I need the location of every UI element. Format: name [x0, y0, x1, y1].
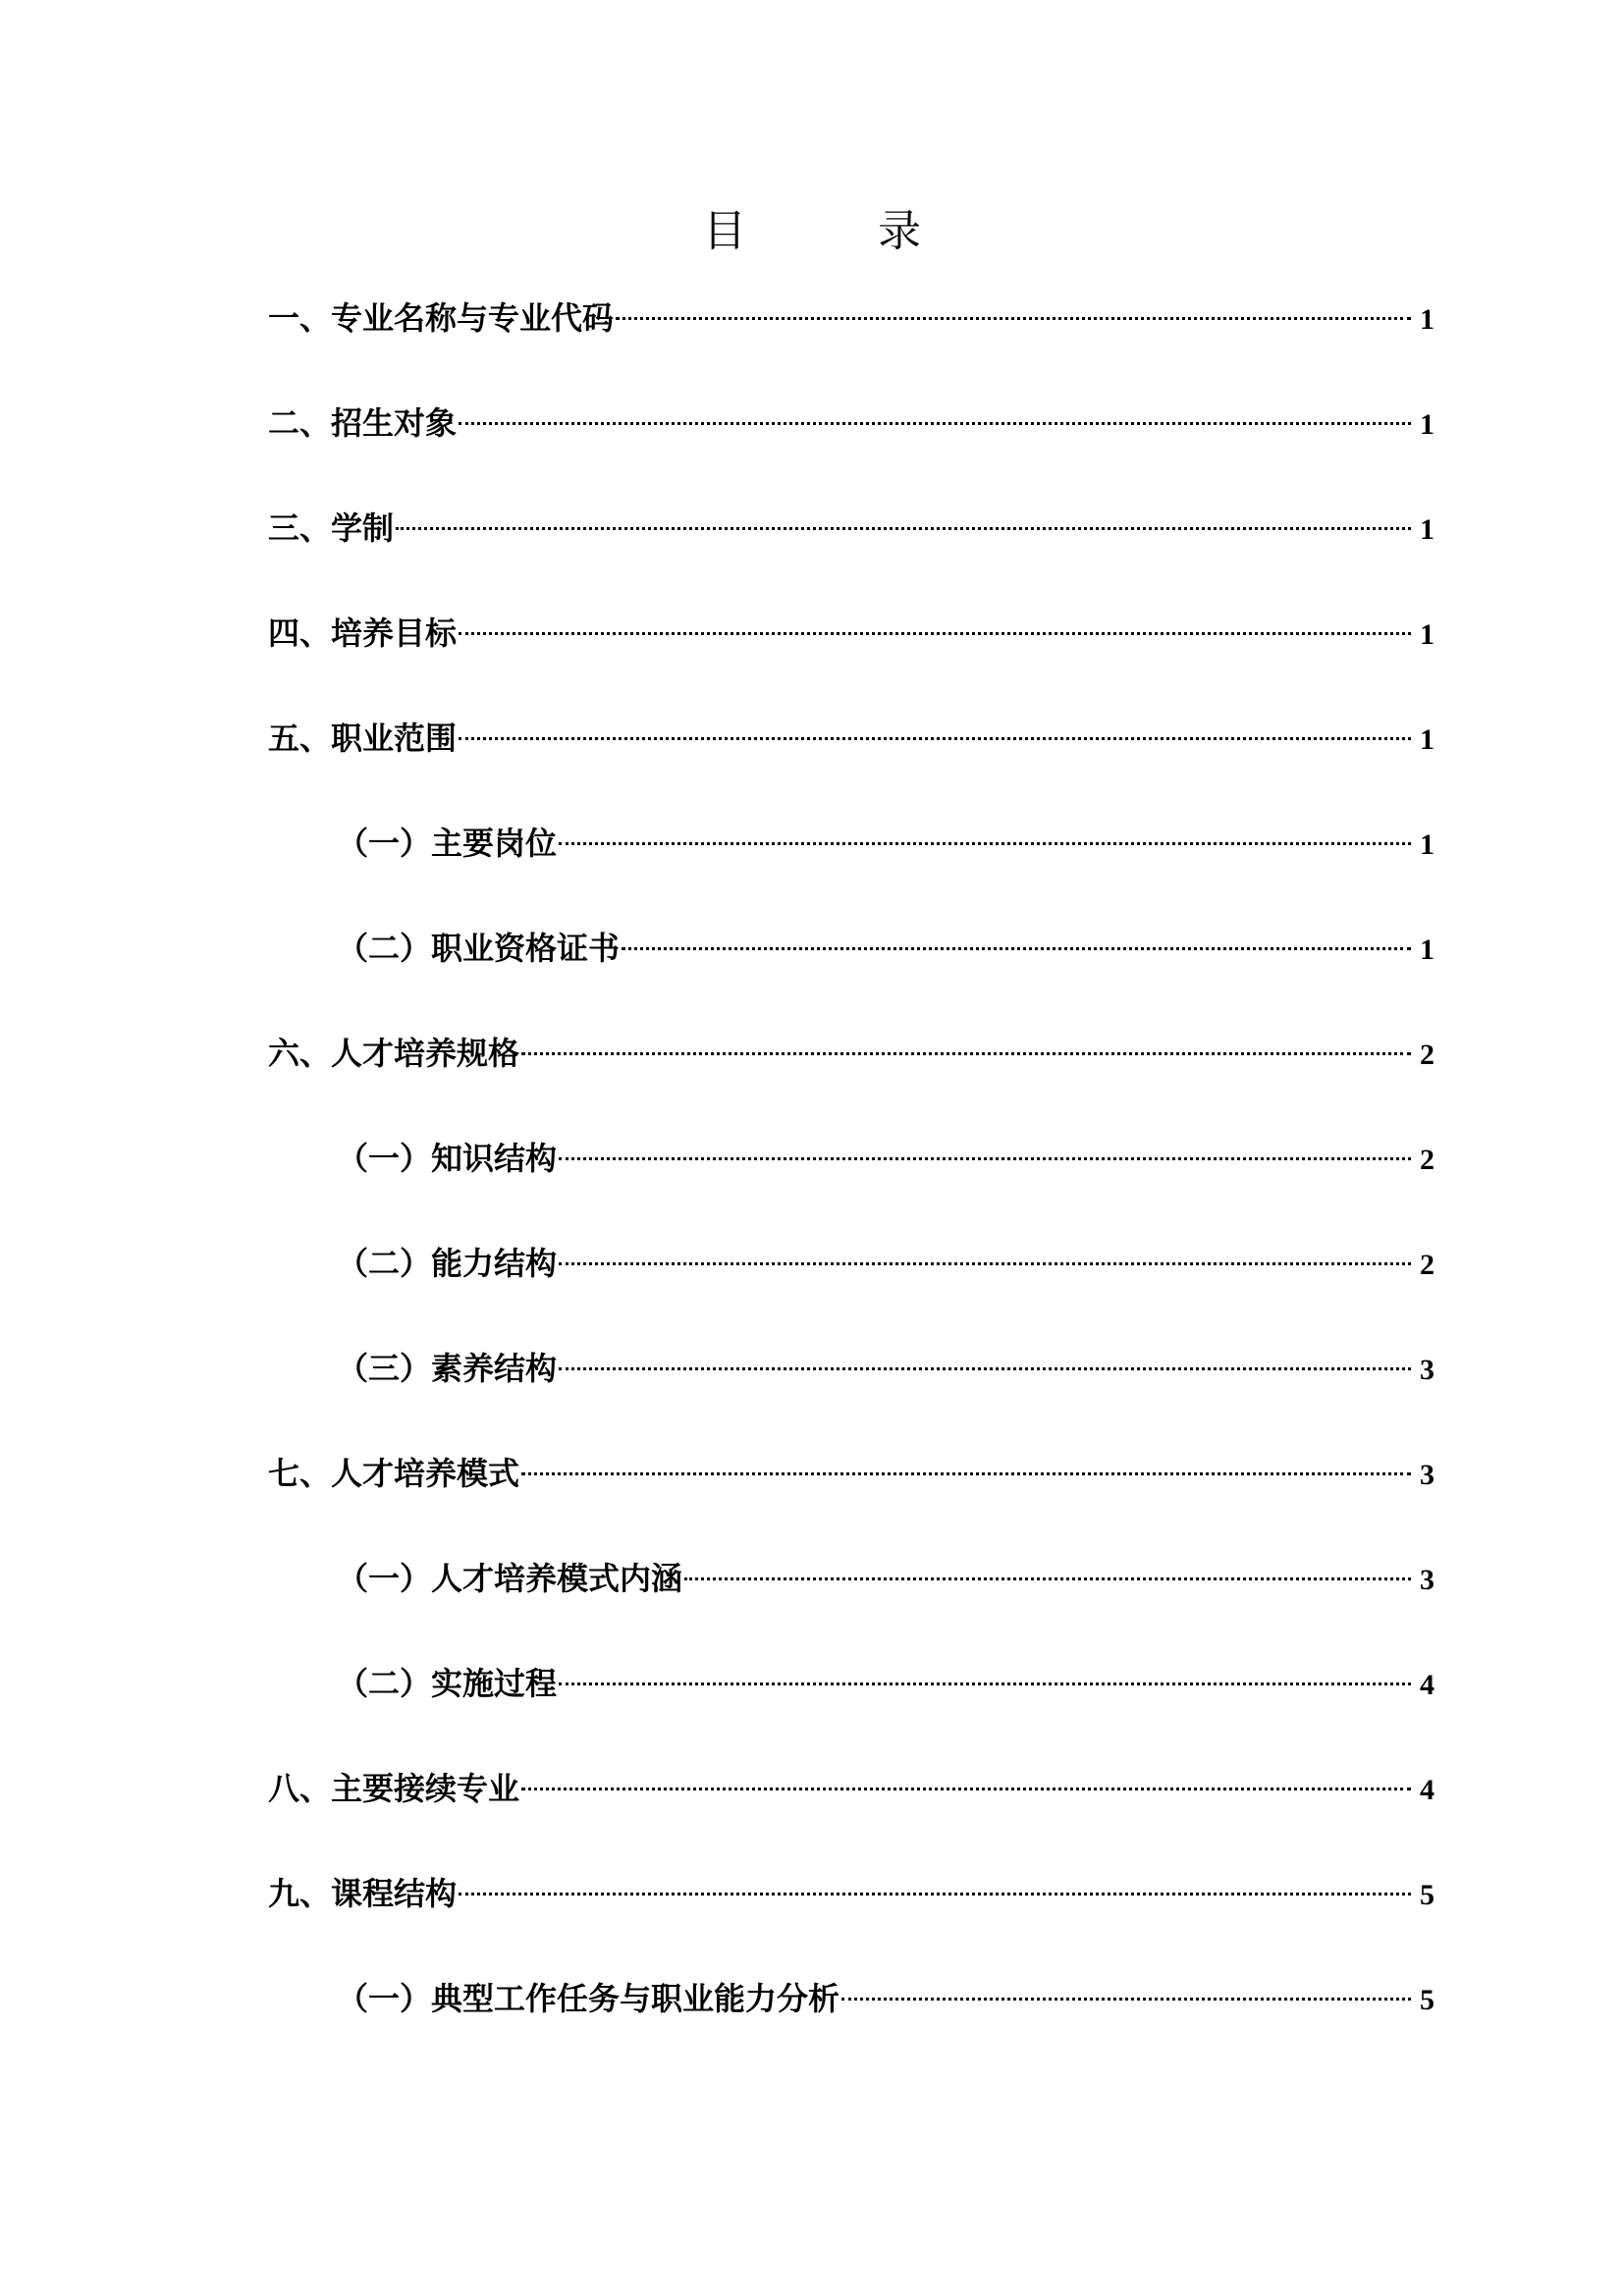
- toc-entry-label: 六、人才培养规格: [268, 1035, 520, 1072]
- toc-entry-page-number: 1: [1420, 303, 1435, 336]
- toc-entry-page-number: 1: [1420, 618, 1435, 651]
- dot-leader: [559, 1367, 1411, 1370]
- toc-entry-page-number: 1: [1420, 934, 1435, 966]
- toc-entry[interactable]: [268, 1969, 1435, 2074]
- toc-entry[interactable]: [268, 1339, 1435, 1444]
- dot-leader: [559, 1682, 1411, 1685]
- dot-leader: [459, 737, 1411, 740]
- toc-entry-page-number: 1: [1420, 723, 1435, 756]
- toc-entry-label: （一）主要岗位: [337, 825, 558, 862]
- toc-entry-page-number: 1: [1420, 828, 1435, 861]
- table-of-contents: [268, 289, 1435, 2074]
- toc-title: 目 录: [703, 206, 980, 256]
- toc-entry-page-number: 5: [1420, 1984, 1435, 2016]
- toc-entry[interactable]: [268, 1024, 1435, 1129]
- toc-entry-page-number: 4: [1420, 1774, 1435, 1806]
- dot-leader: [459, 1893, 1411, 1896]
- dot-leader: [559, 842, 1411, 845]
- toc-entry[interactable]: [268, 1654, 1435, 1759]
- dot-leader: [521, 1788, 1411, 1790]
- toc-entry-page-number: 4: [1420, 1669, 1435, 1701]
- toc-entry[interactable]: [268, 289, 1435, 394]
- toc-entry-label: 九、课程结构: [268, 1875, 458, 1912]
- dot-leader: [521, 1472, 1411, 1475]
- dot-leader: [521, 1052, 1411, 1055]
- toc-entry-label: （一）典型工作任务与职业能力分析: [337, 1980, 840, 2017]
- toc-entry[interactable]: [268, 814, 1435, 919]
- toc-entry-label: （三）素养结构: [337, 1350, 558, 1387]
- toc-entry[interactable]: [268, 1444, 1435, 1549]
- dot-leader: [841, 1998, 1411, 2001]
- toc-entry[interactable]: [268, 1759, 1435, 1864]
- toc-entry-label: 三、学制: [268, 509, 395, 547]
- toc-entry-label: 四、培养目标: [268, 614, 458, 652]
- toc-entry-page-number: 3: [1420, 1564, 1435, 1596]
- dot-leader: [459, 422, 1411, 425]
- toc-entry[interactable]: [268, 604, 1435, 709]
- toc-entry-page-number: 3: [1420, 1459, 1435, 1491]
- toc-entry-page-number: 5: [1420, 1879, 1435, 1911]
- toc-entry-page-number: 1: [1420, 408, 1435, 441]
- dot-leader: [396, 527, 1411, 530]
- dot-leader: [622, 947, 1411, 950]
- toc-entry[interactable]: [268, 919, 1435, 1024]
- dot-leader: [459, 632, 1411, 635]
- toc-entry-page-number: 2: [1420, 1144, 1435, 1176]
- toc-entry-page-number: 1: [1420, 513, 1435, 546]
- toc-entry[interactable]: [268, 1129, 1435, 1234]
- dot-leader: [684, 1577, 1411, 1580]
- dot-leader: [559, 1262, 1411, 1265]
- toc-entry-label: 二、招生对象: [268, 404, 458, 442]
- toc-entry-label: （二）能力结构: [337, 1245, 558, 1282]
- toc-entry-label: 一、专业名称与专业代码: [268, 299, 615, 337]
- toc-entry-label: （二）职业资格证书: [337, 930, 621, 967]
- toc-entry-page-number: 2: [1420, 1249, 1435, 1281]
- toc-entry[interactable]: [268, 1234, 1435, 1339]
- toc-entry-label: （二）实施过程: [337, 1665, 558, 1702]
- toc-entry-label: （一）人才培养模式内涵: [337, 1560, 683, 1597]
- toc-entry[interactable]: [268, 1549, 1435, 1654]
- toc-entry-label: 五、职业范围: [268, 720, 458, 757]
- toc-entry-label: 七、人才培养模式: [268, 1455, 520, 1492]
- toc-entry-page-number: 2: [1420, 1039, 1435, 1071]
- toc-entry[interactable]: [268, 394, 1435, 499]
- toc-entry-label: （一）知识结构: [337, 1140, 558, 1177]
- toc-entry[interactable]: [268, 1864, 1435, 1969]
- dot-leader: [616, 317, 1411, 320]
- dot-leader: [559, 1157, 1411, 1160]
- toc-entry-page-number: 3: [1420, 1354, 1435, 1386]
- toc-entry-label: 八、主要接续专业: [268, 1770, 520, 1807]
- toc-entry[interactable]: [268, 709, 1435, 814]
- toc-entry[interactable]: [268, 499, 1435, 604]
